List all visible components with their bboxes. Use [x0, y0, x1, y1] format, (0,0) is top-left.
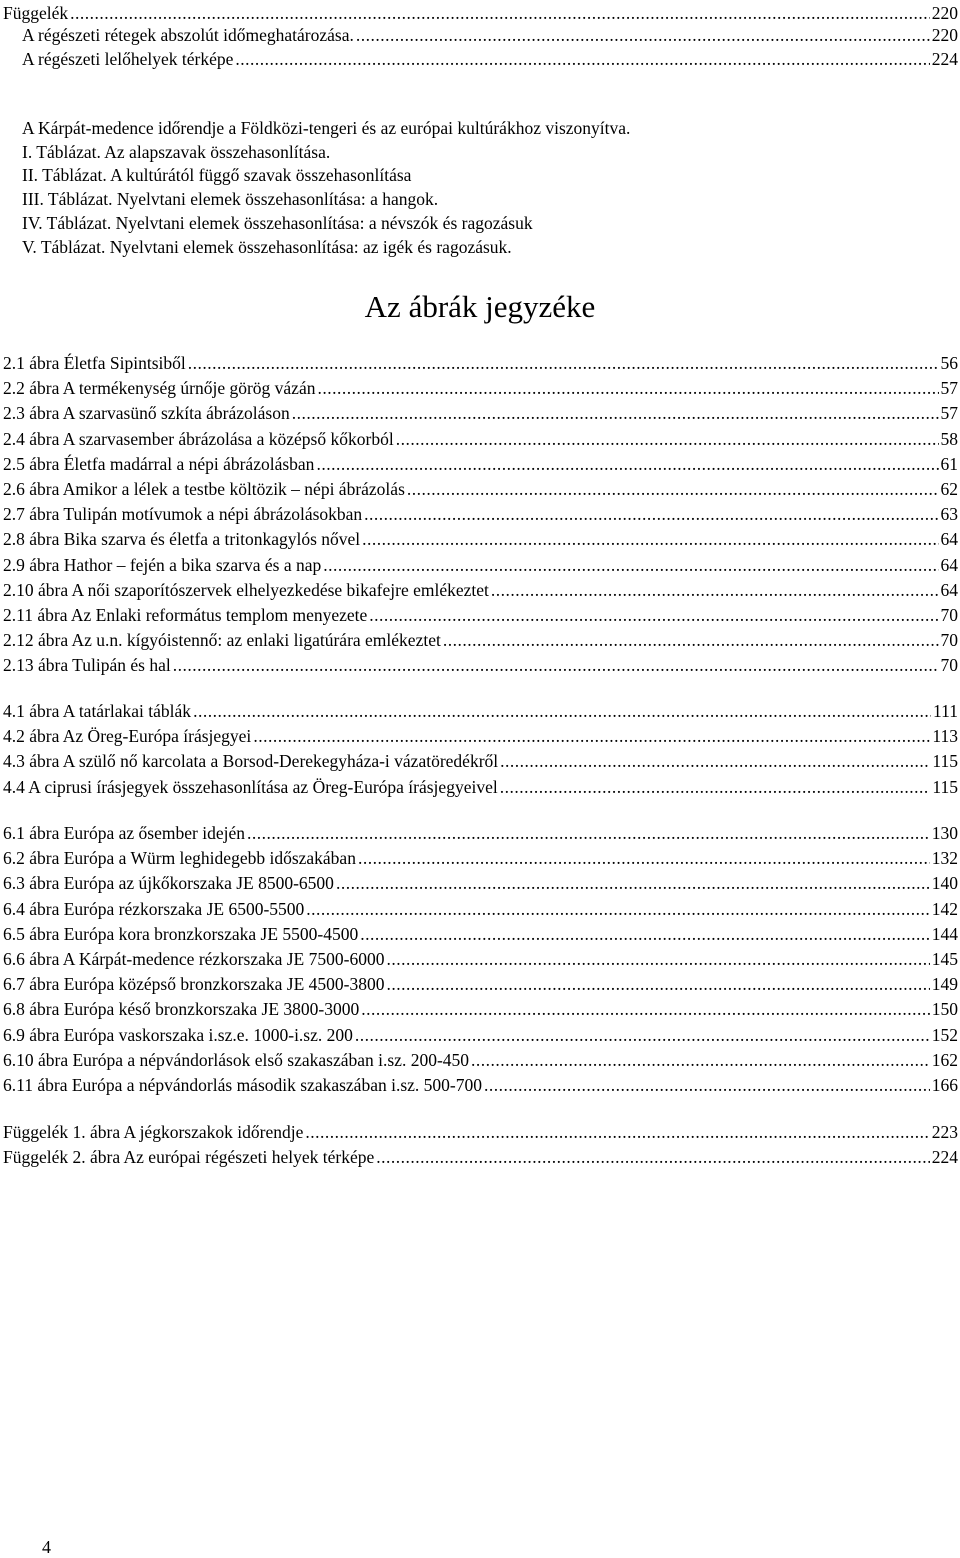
figure-entry[interactable] [3, 948, 958, 970]
dot-leader [500, 750, 930, 772]
figure-entry-page: 142 [931, 898, 958, 919]
figure-entry-page: 145 [931, 949, 958, 969]
dot-leader [305, 1121, 929, 1143]
figure-entry-page: 111 [933, 701, 958, 721]
dot-leader [292, 402, 939, 424]
dot-leader [443, 629, 939, 651]
figure-entry-title: 2.6 ábra Amikor a lélek a testbe költözik – népi ábrázolás [3, 479, 405, 499]
figure-entry-title: 6.2 ábra Európa a Würm leghidegebb időszakában [3, 848, 356, 869]
figures-section-title: Az ábrák jegyzéke [364, 289, 596, 324]
dot-leader [70, 2, 930, 24]
dot-leader [188, 352, 939, 374]
figure-entry[interactable] [3, 923, 958, 945]
figure-entry-title: 6.1 ábra Európa az ősember idején [3, 823, 245, 843]
toc-entry-page: 224 [931, 49, 958, 69]
figure-entry-page: 64 [940, 579, 958, 600]
figure-entry[interactable] [3, 1049, 958, 1071]
figure-entry[interactable] [3, 700, 958, 722]
figure-entry-title: 2.11 ábra Az Enlaki református templom menyezete [3, 605, 368, 625]
figure-entry-title: 2.10 ábra A női szaporítószervek elhelyezkedése bikafejre emlékeztet [3, 579, 489, 600]
figure-entry-page: 62 [940, 479, 958, 499]
dot-leader [364, 503, 938, 525]
figure-entry-title: 6.9 ábra Európa vaskorszaka i.sz.e. 1000-i.sz. 200 [3, 1024, 353, 1045]
table-list-item: II. Táblázat. A kultúrától függő szavak összehasonlítása [22, 165, 412, 185]
figure-entry-page: 166 [931, 1075, 958, 1095]
figure-entry-page: 56 [940, 353, 958, 373]
dot-leader [173, 654, 939, 676]
figure-entry-title: Függelék 1. ábra A jégkorszakok időrendje [3, 1122, 304, 1142]
figure-entry[interactable] [3, 776, 958, 798]
figure-entry[interactable] [3, 654, 958, 676]
figure-entry-page: 224 [931, 1147, 958, 1168]
figure-entry-title: 6.11 ábra Európa a népvándorlás második szakaszában i.sz. 500-700 [3, 1075, 482, 1095]
figure-entry-page: 63 [940, 504, 958, 525]
figure-entry[interactable] [3, 478, 958, 500]
figure-entry-title: 4.3 ábra A szülő nő karcolata a Borsod-Derekegyháza-i vázatöredékről [3, 751, 499, 772]
figure-entry-title: 2.13 ábra Tulipán és hal [3, 655, 171, 676]
figure-entry[interactable] [3, 604, 958, 626]
figure-entry-title: 6.7 ábra Európa középső bronzkorszaka JE 4500-3800 [3, 974, 385, 995]
dot-leader [484, 1074, 930, 1096]
table-list-item: A Kárpát-medence időrendje a Földközi-tengeri és az európai kultúrákhoz viszonyítva. [22, 118, 631, 138]
dot-leader [355, 1024, 930, 1046]
figure-entry-page: 57 [940, 403, 958, 424]
dot-leader [358, 847, 930, 869]
figure-entry-page: 64 [940, 529, 958, 550]
figure-entry-title: 2.7 ábra Tulipán motívumok a népi ábrázolásokban [3, 504, 363, 525]
figure-entry-title: 2.2 ábra A termékenység úrnője görög vázán [3, 378, 316, 399]
figure-entry-page: 70 [940, 605, 958, 625]
table-list-item: I. Táblázat. Az alapszavak összehasonlítása. [22, 142, 331, 162]
figure-entry[interactable] [3, 1074, 958, 1096]
figure-entry-page: 113 [932, 726, 958, 747]
dot-leader [356, 24, 930, 46]
figure-entry[interactable] [3, 352, 958, 374]
figure-entry[interactable] [3, 1024, 958, 1046]
page-number: 4 [42, 1537, 51, 1557]
figure-entry[interactable] [3, 579, 958, 601]
figure-entry-title: 6.3 ábra Európa az újkőkorszaka JE 8500-6500 [3, 873, 334, 894]
figure-entry-page: 149 [931, 974, 958, 995]
figure-entry[interactable] [3, 377, 958, 399]
dot-leader [361, 998, 930, 1020]
dot-leader [500, 776, 931, 798]
dot-leader [360, 923, 930, 945]
dot-leader [369, 604, 938, 626]
figure-entry[interactable] [3, 847, 958, 869]
figure-entry-title: 4.1 ábra A tatárlakai táblák [3, 701, 192, 721]
dot-leader [471, 1049, 930, 1071]
dot-leader [193, 700, 931, 722]
dot-leader [316, 453, 938, 475]
figure-entry-page: 115 [932, 776, 958, 797]
toc-entry-page: 220 [931, 25, 958, 45]
figure-entry-page: 152 [931, 1024, 958, 1045]
figure-entry-title: Függelék 2. ábra Az európai régészeti helyek térképe [3, 1147, 375, 1168]
figure-entry-title: 2.12 ábra Az u.n. kígyóistennő: az enlaki ligatúrára emlékeztet [3, 630, 441, 651]
figure-entry[interactable] [3, 1146, 958, 1168]
figure-entry-title: 2.1 ábra Életfa Sipintsiből [3, 353, 186, 373]
figure-entry-title: 2.3 ábra A szarvasünő szkíta ábrázoláson [3, 403, 290, 424]
table-list-item: III. Táblázat. Nyelvtani elemek összehasonlítása: a hangok. [22, 189, 439, 209]
figure-entry-page: 57 [940, 378, 958, 399]
dot-leader [407, 478, 939, 500]
figure-entry-title: 4.2 ábra Az Öreg-Európa írásjegyei [3, 726, 252, 747]
figure-entry-page: 70 [940, 655, 958, 676]
figure-entry[interactable] [3, 898, 958, 920]
figure-entry-page: 130 [931, 823, 958, 843]
toc-entry[interactable] [22, 24, 958, 46]
figure-entry-title: 2.5 ábra Életfa madárral a népi ábrázolásban [3, 453, 315, 474]
figure-entry-page: 58 [940, 428, 958, 449]
figure-entry[interactable] [3, 1121, 958, 1143]
dot-leader [247, 822, 930, 844]
figure-entry[interactable] [3, 402, 958, 424]
toc-entry-title: Függelék [3, 3, 69, 23]
dot-leader [317, 377, 938, 399]
toc-entry-page: 220 [931, 3, 958, 23]
table-list-item: V. Táblázat. Nyelvtani elemek összehasonlítása: az igék és ragozásuk. [22, 237, 512, 257]
figure-entry-page: 144 [931, 923, 958, 944]
dot-leader [386, 948, 929, 970]
dot-leader [336, 872, 930, 894]
toc-entry-title: A régészeti rétegek abszolút időmeghatározása. [22, 25, 354, 45]
dot-leader [386, 973, 929, 995]
figure-entry-page: 150 [931, 999, 958, 1020]
figure-entry-page: 132 [931, 848, 958, 869]
figure-entry-title: 6.8 ábra Európa késő bronzkorszaka JE 3800-3000 [3, 999, 360, 1020]
dot-leader [253, 725, 930, 747]
toc-entry[interactable] [22, 48, 958, 70]
dot-leader [306, 898, 929, 920]
figure-entry[interactable] [3, 528, 958, 550]
figure-entry-page: 61 [940, 453, 958, 474]
figure-entry-title: 4.4 A ciprusi írásjegyek összehasonlítása az Öreg-Európa írásjegyeivel [3, 776, 498, 797]
figure-entry-title: 6.5 ábra Európa kora bronzkorszaka JE 5500-4500 [3, 923, 359, 944]
figure-entry-page: 162 [931, 1049, 958, 1070]
figure-entry-page: 223 [931, 1122, 958, 1142]
figure-entry-title: 2.9 ábra Hathor – fején a bika szarva és a nap [3, 554, 322, 575]
figure-entry[interactable] [3, 750, 958, 772]
figure-entry-title: 6.4 ábra Európa rézkorszaka JE 6500-5500 [3, 898, 305, 919]
figure-entry-page: 70 [940, 630, 958, 651]
dot-leader [376, 1146, 930, 1168]
figure-entry[interactable] [3, 554, 958, 576]
toc-entry[interactable] [3, 2, 958, 24]
figure-entry-page: 115 [932, 751, 958, 772]
figure-entry[interactable] [3, 872, 958, 894]
figure-entry[interactable] [3, 453, 958, 475]
figure-entry[interactable] [3, 725, 958, 747]
figure-entry[interactable] [3, 503, 958, 525]
table-list-item: IV. Táblázat. Nyelvtani elemek összehasonlítása: a névszók és ragozásuk [22, 213, 533, 233]
figure-entry[interactable] [3, 998, 958, 1020]
figure-entry[interactable] [3, 973, 958, 995]
dot-leader [323, 554, 938, 576]
figure-entry-title: 2.8 ábra Bika szarva és életfa a tritonkagylós nővel [3, 529, 361, 550]
figure-entry-page: 64 [940, 554, 958, 575]
dot-leader [396, 428, 939, 450]
dot-leader [491, 579, 939, 601]
dot-leader [235, 48, 929, 70]
figure-entry[interactable] [3, 629, 958, 651]
figure-entry[interactable] [3, 822, 958, 844]
figure-entry-title: 6.10 ábra Európa a népvándorlások első szakaszában i.sz. 200-450 [3, 1049, 470, 1070]
toc-entry-title: A régészeti lelőhelyek térképe [22, 49, 234, 69]
figure-entry[interactable] [3, 428, 958, 450]
dot-leader [362, 528, 938, 550]
figure-entry-title: 2.4 ábra A szarvasember ábrázolása a középső kőkorból [3, 428, 394, 449]
figure-entry-page: 140 [931, 873, 958, 894]
figure-entry-title: 6.6 ábra A Kárpát-medence rézkorszaka JE 7500-6000 [3, 949, 385, 969]
